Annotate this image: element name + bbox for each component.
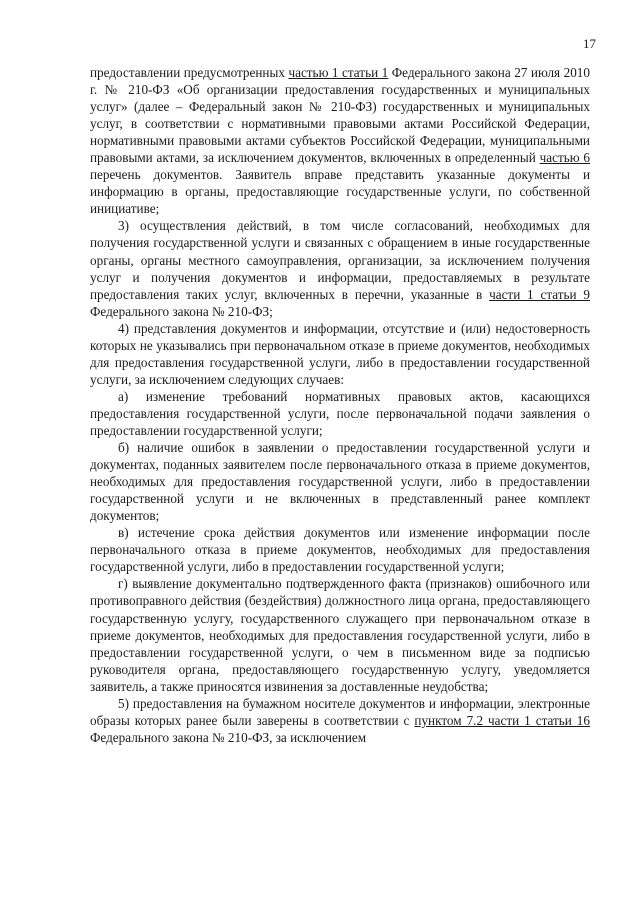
document-body — [90, 64, 590, 746]
law-reference-link[interactable]: частью 6 — [539, 150, 591, 166]
paragraph-text: в) истечение срока действия документов или изменение информации после первоначального отказа в приеме документов, необходимых для предоставления государственной услуги, либо в предоставлении государственной услуги; — [90, 525, 590, 575]
paragraph-text: Федерального закона 27 июля 2010 г. № 210-ФЗ «Об организации предоставления государственных и муниципальных услуг» (далее – Федеральный закон № 210-ФЗ) государственных и муниципальных услуг, в соответствии с нормативными правовыми актами Российской Федерации, нормативными правовыми актами субъектов Российской Федерации, муниципальными правовыми актами, за исключением документов, включенных в определенный — [90, 65, 590, 166]
paragraph — [90, 524, 590, 575]
paragraph — [90, 575, 590, 694]
paragraph — [90, 320, 590, 388]
paragraph — [90, 388, 590, 439]
paragraph-text: 4) представления документов и информации, отсутствие и (или) недостоверность которых не указывались при первоначальном отказе в приеме документов, необходимых для предоставления государственной услуги, либо в предоставлении государственной услуги, за исключением следующих случаев: — [90, 320, 590, 387]
paragraph — [90, 439, 590, 524]
paragraph-text: Федерального закона № 210-ФЗ; — [90, 303, 273, 319]
paragraph — [90, 217, 590, 319]
paragraph — [90, 695, 590, 746]
paragraph-text: перечень документов. Заявитель вправе представить указанные документы и информацию в органы, предоставляющие государственные услуги, по собственной инициативе; — [90, 167, 590, 217]
law-reference-link[interactable]: пунктом 7.2 части 1 статьи 16 — [414, 712, 590, 728]
paragraph-text: г) выявление документально подтвержденного факта (признаков) ошибочного или противоправного действия (бездействия) должностного лица органа, предоставляющего государственную услугу, государственного служащего при первоначальном отказе в приеме документов, необходимых для предоставления государственной услуги, либо в предоставлении государственной услуги, о чем в письменном виде за подписью руководителя органа, предоставляющего государственную услугу, уведомляется заявитель, а также приносятся извинения за доставленные неудобства; — [90, 576, 590, 694]
paragraph-text: предоставлении предусмотренных — [90, 65, 289, 80]
law-reference-link[interactable]: части 1 статьи 9 — [489, 286, 590, 302]
law-reference-link[interactable]: частью 1 статьи 1 — [288, 65, 389, 80]
paragraph-text: 5) предоставления на бумажном носителе документов и информации, электронные образы которых ранее были заверены в соответствии с — [90, 695, 590, 728]
paragraph-text: а) изменение требований нормативных правовых актов, касающихся предоставления государственной услуги, после первоначальной подачи заявления о предоставлении государственной услуги; — [90, 388, 590, 438]
paragraph-text: Федерального закона № 210-ФЗ, за исключением — [90, 729, 367, 745]
paragraph — [90, 64, 590, 217]
paragraph-text: б) наличие ошибок в заявлении о предоставлении государственной услуги и документах, поданных заявителем после первоначального отказа в приеме документов, необходимых для предоставления государственной услуги, либо в предоставлении государственной услуги и не включенных в представленный ранее комплект документов; — [90, 440, 590, 524]
paragraph-text: 3) осуществления действий, в том числе согласований, необходимых для получения государственной услуги и связанных с обращением в иные государственные органы, органы местного самоуправления, организации, за исключением получения услуг и получения документов и информации, предоставляемых в результате предоставления таких услуг, включенных в перечни, указанные в — [90, 218, 590, 302]
page-number: 17 — [583, 36, 596, 51]
